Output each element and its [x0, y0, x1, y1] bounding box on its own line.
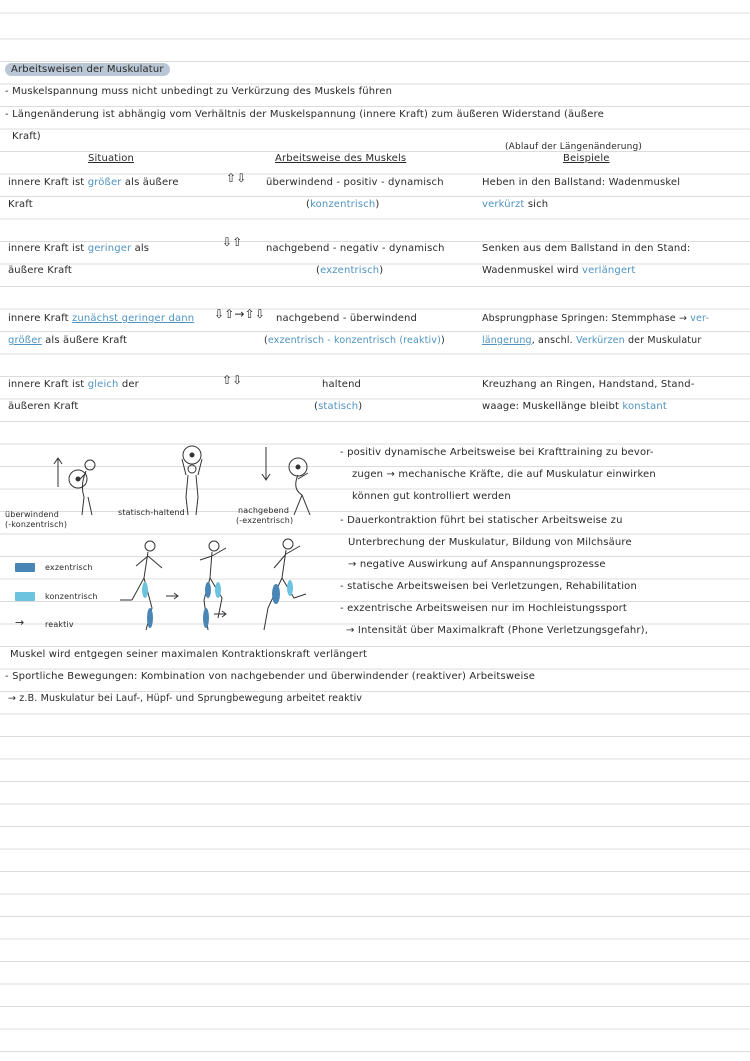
intro-line-3: Kraft)	[12, 131, 41, 142]
label-exzentrisch: (-exzentrisch)	[236, 516, 294, 525]
head-1	[85, 460, 95, 470]
runner-3-body	[264, 546, 306, 630]
runner-3-head	[283, 539, 293, 549]
body-3	[294, 473, 310, 515]
row1-beispiel: Heben in den Ballstand: Wadenmuskel	[482, 177, 681, 188]
row4-situation: innere Kraft ist gleich der	[8, 379, 139, 390]
right-note-7: - statische Arbeitsweisen bei Verletzungen, Rehabilitation	[340, 581, 637, 592]
page-title: Arbeitsweisen der Muskulatur	[5, 63, 170, 76]
row1-arbeitsweise: überwindend - positiv - dynamisch	[266, 177, 444, 188]
right-note-4: - Dauerkontraktion führt bei statischer Arbeitsweise zu	[340, 515, 623, 526]
bottom-note-1: Muskel wird entgegen seiner maximalen Kontraktionskraft verlängert	[10, 649, 368, 660]
arrows-down-up-icon: ⇩⇧	[222, 235, 243, 249]
row1-situation-2: Kraft	[8, 199, 33, 210]
arrows-up-down-icon: ⇧⇩	[226, 171, 247, 185]
right-note-8: - exzentrische Arbeitsweisen nur im Hochleistungssport	[340, 603, 627, 614]
legend-label-reaktiv: reaktiv	[45, 620, 74, 629]
runner-1-muscle-konz	[142, 582, 148, 598]
runner-3-muscle-exz	[272, 584, 280, 604]
runner-2-muscle-konz	[215, 582, 221, 598]
arrows-reactive-icon: ⇩⇧→⇧⇩	[214, 307, 266, 321]
row2-beispiel: Senken aus dem Ballstand in den Stand:	[482, 243, 691, 254]
body-1	[80, 471, 92, 515]
row4-beispiel-2: waage: Muskellänge bleibt konstant	[482, 401, 667, 412]
row3-beispiel-2: längerung, anschl. Verkürzen der Muskulatur	[482, 335, 702, 346]
label-ueberwindend: überwindend	[5, 510, 59, 519]
runner-3-muscle-konz	[287, 580, 293, 596]
legend-swatch-konzentrisch	[15, 592, 35, 601]
runner-2-head	[209, 541, 219, 551]
legend-label-konzentrisch: konzentrisch	[45, 592, 98, 601]
legend-arrow-icon: →	[15, 616, 25, 629]
right-note-1: - positiv dynamische Arbeitsweise bei Krafttraining zu bevor-	[340, 447, 654, 458]
row2-situation: innere Kraft ist geringer als	[8, 243, 150, 254]
row1-situation: innere Kraft ist größer als äußere	[8, 177, 179, 188]
legend-swatch-exzentrisch	[15, 563, 35, 572]
row2-situation-2: äußere Kraft	[8, 265, 73, 276]
body-2	[182, 459, 202, 515]
row4-arbeitsweise-2: (statisch)	[314, 401, 363, 412]
right-note-2: zugen → mechanische Kräfte, die auf Muskulatur einwirken	[352, 469, 656, 480]
row3-beispiel: Absprungphase Springen: Stemmphase → ver-	[482, 313, 710, 324]
runner-illustration	[118, 538, 328, 636]
row1-arbeitsweise-2: (konzentrisch)	[306, 199, 380, 210]
intro-line-2: - Längenänderung ist abhängig vom Verhältnis der Muskelspannung (innere Kraft) zum äußeren Widerstand (äußere	[5, 109, 604, 120]
header-arbeitsweise: Arbeitsweise des Muskels	[275, 153, 407, 164]
right-note-9: → Intensität über Maximalkraft (Phone Verletzungsgefahr),	[346, 625, 649, 636]
header-beispiele-note: (Ablauf der Längenänderung)	[505, 142, 642, 152]
label-statisch-haltend: statisch-haltend	[118, 508, 185, 517]
label-konzentrisch: (-konzentrisch)	[5, 520, 68, 529]
right-note-6: → negative Auswirkung auf Anspannungsprozesse	[348, 559, 606, 570]
arrows-static-icon: ⇧⇩	[222, 373, 243, 387]
header-beispiele: Beispiele	[563, 153, 610, 164]
bottom-note-2: - Sportliche Bewegungen: Kombination von nachgebender und überwindender (reaktiver) Arbeitsweise	[5, 671, 536, 682]
reactive-arrow-1	[166, 593, 178, 599]
row3-situation-2: größer als äußere Kraft	[8, 335, 128, 346]
row2-arbeitsweise-2: (exzentrisch)	[316, 265, 384, 276]
row3-situation: innere Kraft zunächst geringer dann	[8, 313, 195, 324]
right-note-5: Unterbrechung der Muskulatur, Bildung von Milchsäure	[348, 537, 632, 548]
row4-arbeitsweise: haltend	[322, 379, 362, 390]
legend-label-exzentrisch: exzentrisch	[45, 563, 93, 572]
runner-2-muscle-exz	[205, 582, 211, 598]
label-nachgebend: nachgebend	[238, 506, 290, 515]
header-situation: Situation	[88, 153, 135, 164]
row3-arbeitsweise: nachgebend - überwindend	[276, 313, 417, 324]
row4-situation-2: äußeren Kraft	[8, 401, 79, 412]
runner-1-muscle-exz	[147, 608, 153, 628]
row4-beispiel: Kreuzhang an Ringen, Handstand, Stand-	[482, 379, 695, 390]
head-2	[188, 465, 196, 473]
intro-line-1: - Muskelspannung muss nicht unbedingt zu Verkürzung des Muskels führen	[5, 86, 393, 97]
runner-1-head	[145, 541, 155, 551]
row2-arbeitsweise: nachgebend - negativ - dynamisch	[266, 243, 445, 254]
row1-beispiel-2: verkürzt sich	[482, 199, 549, 210]
runner-2-muscle-exz-2	[203, 608, 209, 628]
reactive-arrow-2	[214, 611, 226, 617]
row3-arbeitsweise-2: (exzentrisch - konzentrisch (reaktiv))	[264, 335, 445, 346]
right-note-3: können gut kontrolliert werden	[352, 491, 511, 502]
row2-beispiel-2: Wadenmuskel wird verlängert	[482, 265, 636, 276]
bottom-note-3: → z.B. Muskulatur bei Lauf-, Hüpf- und Sprungbewegung arbeitet reaktiv	[8, 693, 363, 704]
